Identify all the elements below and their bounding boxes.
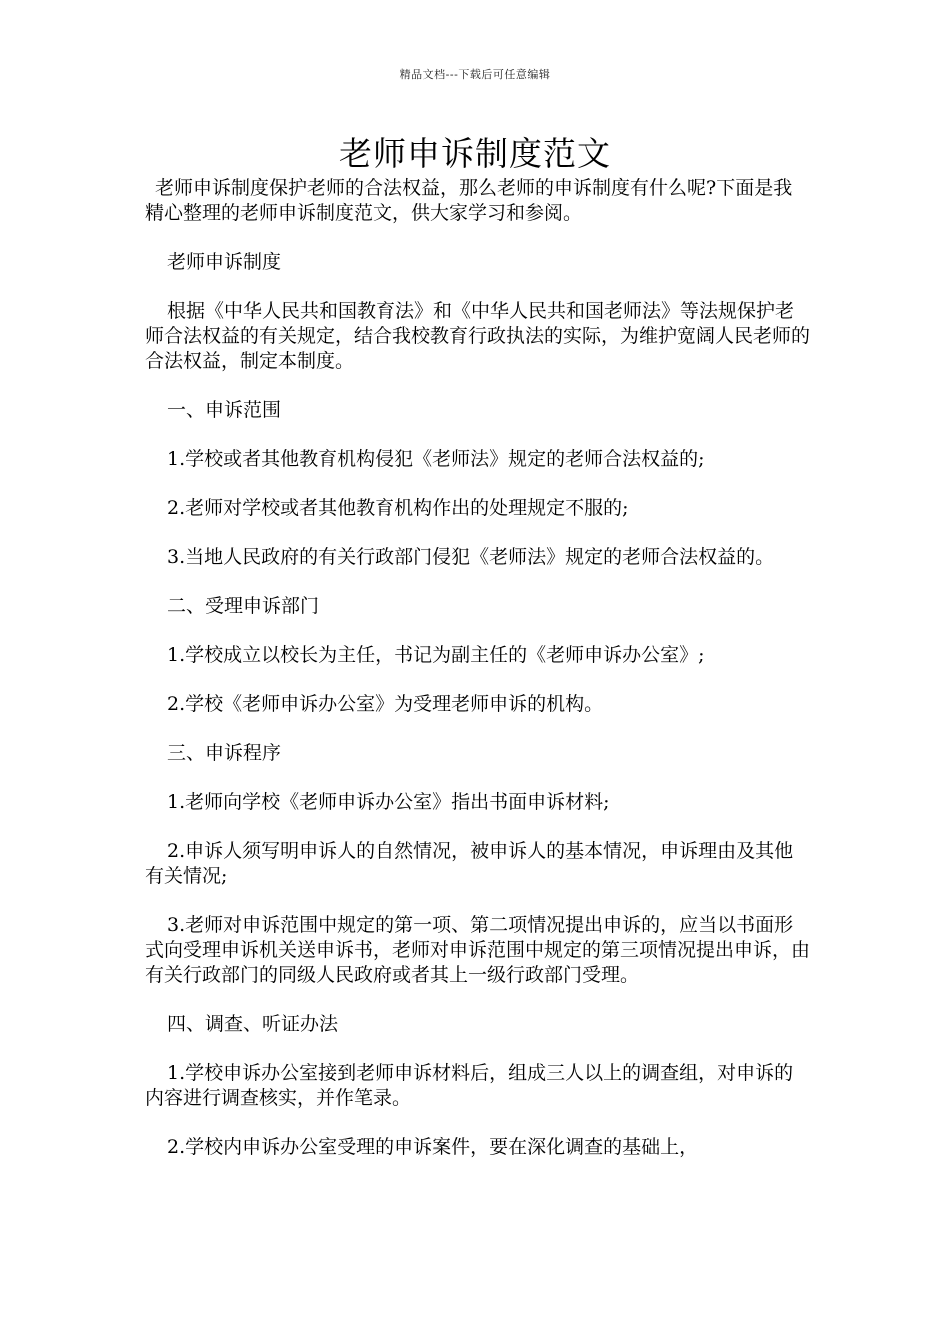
section-heading: 三、申诉程序	[167, 742, 282, 764]
list-item: 1.学校申诉办公室接到老师申诉材料后，组成三人以上的调查组，对申诉的内容进行调查核实，并作笔录。	[145, 1062, 794, 1109]
preamble-paragraph: 根据《中华人民共和国教育法》和《中华人民共和国老师法》等法规保护老师合法权益的有关规定，结合我校教育行政执法的实际，为维护宽阔人民老师的合法权益，制定本制度。	[145, 300, 811, 372]
section-heading: 二、受理申诉部门	[167, 595, 320, 617]
list-item: 2.学校内申诉办公室受理的申诉案件，要在深化调查的基础上，	[167, 1136, 699, 1158]
intro-paragraph: 老师申诉制度保护老师的合法权益，那么老师的申诉制度有什么呢?下面是我精心整理的老师申诉制度范文，供大家学习和参阅。	[145, 177, 793, 224]
list-item: 1.老师向学校《老师申诉办公室》指出书面申诉材料;	[167, 791, 610, 813]
document-body	[145, 176, 810, 1184]
header-note: 精品文档---下载后可任意编辑	[399, 68, 551, 81]
list-item: 1.学校或者其他教育机构侵犯《老师法》规定的老师合法权益的;	[167, 448, 705, 470]
list-item: 1.学校成立以校长为主任，书记为副主任的《老师申诉办公室》;	[167, 644, 705, 666]
section-heading: 一、申诉范围	[167, 399, 282, 421]
list-item: 3.当地人民政府的有关行政部门侵犯《老师法》规定的老师合法权益的。	[167, 546, 775, 568]
list-item: 3.老师对申诉范围中规定的第一项、第二项情况提出申诉的，应当以书面形式向受理申诉机关送申诉书，老师对申诉范围中规定的第三项情况提出申诉，由有关行政部门的同级人民政府或者其上一级行政部门受理。	[145, 914, 811, 986]
list-item: 2.学校《老师申诉办公室》为受理老师申诉的机构。	[167, 693, 604, 715]
document-title: 老师申诉制度范文	[339, 134, 611, 173]
section-heading: 四、调查、听证办法	[167, 1013, 339, 1035]
list-item: 2.老师对学校或者其他教育机构作出的处理规定不服的;	[167, 497, 629, 519]
subtitle-heading: 老师申诉制度	[167, 251, 282, 273]
list-item: 2.申诉人须写明申诉人的自然情况，被申诉人的基本情况，申诉理由及其他有关情况;	[145, 840, 794, 887]
